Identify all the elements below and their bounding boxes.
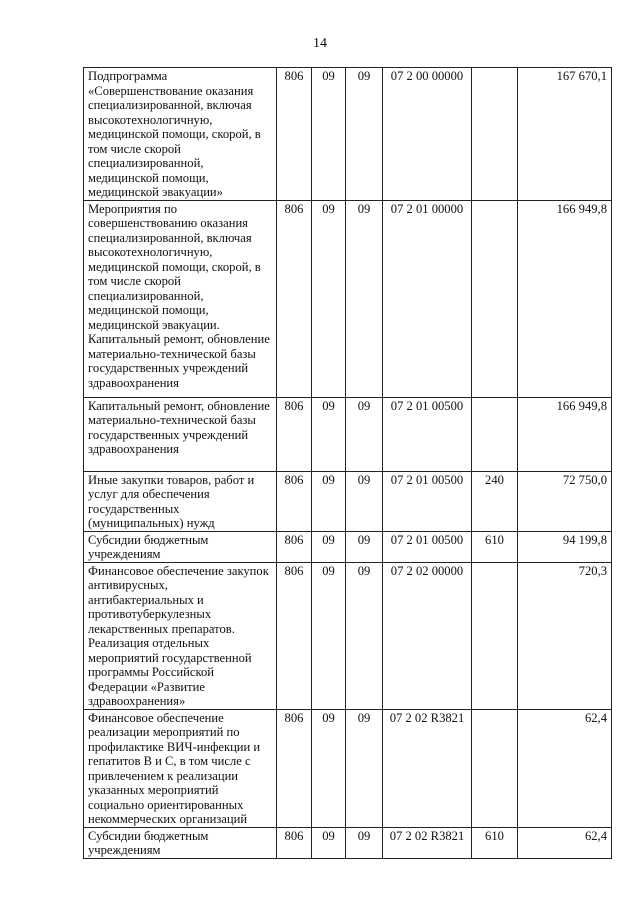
row-pr: 09 xyxy=(346,531,383,562)
row-vr xyxy=(472,200,518,397)
row-rz: 09 xyxy=(312,827,346,858)
row-amount: 72 750,0 xyxy=(518,471,612,531)
row-name: Иные закупки товаров, работ и услуг для обеспечения государственных (муниципальных) нужд xyxy=(84,471,277,531)
row-name: Мероприятия по совершенствованию оказания специализированной, включая высокотехнологичную, медицинской помощи, скорой, в том числе скорой специализированной, медицинской помощи, медицинской эвакуации. Капитальный ремонт, обновление материально-технической базы государственных учреждений здравоохранения xyxy=(84,200,277,397)
row-csr: 07 2 01 00500 xyxy=(383,531,472,562)
row-rz: 09 xyxy=(312,709,346,827)
row-amount: 166 949,8 xyxy=(518,200,612,397)
table-row xyxy=(84,531,612,562)
row-csr: 07 2 01 00500 xyxy=(383,397,472,471)
row-amount: 720,3 xyxy=(518,562,612,709)
budget-table xyxy=(83,67,612,859)
row-amount: 167 670,1 xyxy=(518,68,612,201)
row-grbs: 806 xyxy=(277,68,312,201)
row-csr: 07 2 02 R3821 xyxy=(383,709,472,827)
row-name: Субсидии бюджетным учреждениям xyxy=(84,827,277,858)
row-grbs: 806 xyxy=(277,471,312,531)
table-row xyxy=(84,827,612,858)
row-grbs: 806 xyxy=(277,827,312,858)
row-csr: 07 2 02 00000 xyxy=(383,562,472,709)
row-rz: 09 xyxy=(312,531,346,562)
row-pr: 09 xyxy=(346,709,383,827)
row-name: Капитальный ремонт, обновление материально-технической базы государственных учреждений здравоохранения xyxy=(84,397,277,471)
row-grbs: 806 xyxy=(277,397,312,471)
row-name: Подпрограмма «Совершенствование оказания специализированной, включая высокотехнологичную, медицинской помощи, скорой, в том числе скорой специализированной, медицинской помощи, медицинской эвакуации» xyxy=(84,68,277,201)
row-vr: 240 xyxy=(472,471,518,531)
row-vr xyxy=(472,397,518,471)
table-row xyxy=(84,709,612,827)
row-pr: 09 xyxy=(346,200,383,397)
page-number: 14 xyxy=(313,36,327,51)
row-amount: 94 199,8 xyxy=(518,531,612,562)
row-rz: 09 xyxy=(312,200,346,397)
table-row xyxy=(84,200,612,397)
row-grbs: 806 xyxy=(277,200,312,397)
row-pr: 09 xyxy=(346,68,383,201)
row-rz: 09 xyxy=(312,68,346,201)
row-grbs: 806 xyxy=(277,531,312,562)
row-rz: 09 xyxy=(312,562,346,709)
row-vr xyxy=(472,709,518,827)
table-row xyxy=(84,562,612,709)
row-pr: 09 xyxy=(346,827,383,858)
row-csr: 07 2 01 00500 xyxy=(383,471,472,531)
row-amount: 62,4 xyxy=(518,709,612,827)
row-name: Финансовое обеспечение реализации мероприятий по профилактике ВИЧ-инфекции и гепатитов В и С, в том числе с привлечением к реализации указанных мероприятий социально ориентированных некоммерческих организаций xyxy=(84,709,277,827)
row-vr: 610 xyxy=(472,531,518,562)
row-vr: 610 xyxy=(472,827,518,858)
row-vr xyxy=(472,68,518,201)
row-csr: 07 2 02 R3821 xyxy=(383,827,472,858)
row-vr xyxy=(472,562,518,709)
row-pr: 09 xyxy=(346,562,383,709)
row-rz: 09 xyxy=(312,471,346,531)
row-csr: 07 2 01 00000 xyxy=(383,200,472,397)
table-row xyxy=(84,68,612,201)
row-amount: 166 949,8 xyxy=(518,397,612,471)
row-csr: 07 2 00 00000 xyxy=(383,68,472,201)
row-grbs: 806 xyxy=(277,709,312,827)
row-grbs: 806 xyxy=(277,562,312,709)
row-name: Финансовое обеспечение закупок антивирусных, антибактериальных и противотуберкулезных лекарственных препаратов. Реализация отдельных мероприятий государственной программы Российской Федерации «Развитие здравоохранения» xyxy=(84,562,277,709)
table-row xyxy=(84,397,612,471)
row-name: Субсидии бюджетным учреждениям xyxy=(84,531,277,562)
row-pr: 09 xyxy=(346,397,383,471)
table-row xyxy=(84,471,612,531)
row-amount: 62,4 xyxy=(518,827,612,858)
row-pr: 09 xyxy=(346,471,383,531)
row-rz: 09 xyxy=(312,397,346,471)
